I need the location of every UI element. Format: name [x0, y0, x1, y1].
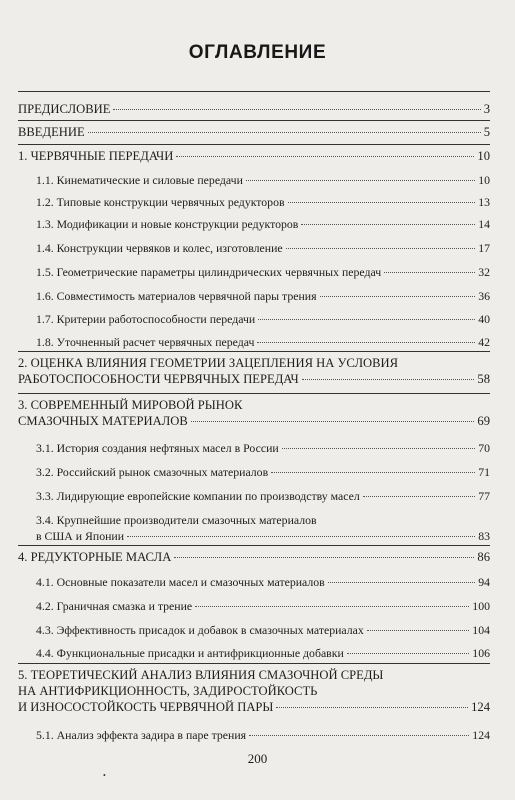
- toc-entry: 3. СОВРЕМЕННЫЙ МИРОВОЙ РЫНОК СМАЗОЧНЫХ МАТЕРИАЛОВ 69: [18, 398, 490, 428]
- toc-subentry: 5.1. Анализ эффекта задира в паре трения 124: [36, 728, 490, 742]
- toc-entry: 2. ОЦЕНКА ВЛИЯНИЯ ГЕОМЕТРИИ ЗАЦЕПЛЕНИЯ НА УСЛОВИЯ РАБОТОСПОСОБНОСТИ ЧЕРВЯЧНЫХ ПЕРЕДАЧ 58: [18, 356, 490, 386]
- toc-subentry: 1.2. Типовые конструкции червячных редукторов 13: [36, 195, 490, 209]
- section-rule: [18, 351, 490, 352]
- toc-subentry: 1.4. Конструкции червяков и колес, изготовление 17: [36, 241, 490, 255]
- toc-subentry: 4.1. Основные показатели масел и смазочных материалов 94: [36, 575, 490, 589]
- toc-subentry: 4.3. Эффективность присадок и добавок в смазочных материалах 104: [36, 623, 490, 637]
- page-title: ОГЛАВЛЕНИЕ: [188, 42, 327, 63]
- toc-subentry: 1.8. Уточненный расчет червячных передач 42: [36, 335, 490, 349]
- toc-subentry: 4.4. Функциональные присадки и антифрикционные добавки 106: [36, 646, 490, 660]
- section-rule: [18, 144, 490, 145]
- section-rule: [18, 545, 490, 546]
- section-rule: [18, 393, 490, 394]
- page-number: 200: [247, 751, 268, 766]
- toc-entry: ПРЕДИСЛОВИЕ 3: [18, 102, 490, 116]
- toc-entry: 4. РЕДУКТОРНЫЕ МАСЛА 86: [18, 550, 490, 564]
- toc-subentry: 3.2. Российский рынок смазочных материалов 71: [36, 465, 490, 479]
- toc-subentry: 1.7. Критерии работоспособности передачи 40: [36, 312, 490, 326]
- section-rule: [18, 663, 490, 664]
- toc-subentry: 1.3. Модификации и новые конструкции редукторов 14: [36, 217, 490, 231]
- toc-subentry: 1.5. Геометрические параметры цилиндрических червячных передач 32: [36, 265, 490, 279]
- print-speck: •: [103, 771, 106, 780]
- toc-entry: ВВЕДЕНИЕ 5: [18, 125, 490, 139]
- toc-entry: 5. ТЕОРЕТИЧЕСКИЙ АНАЛИЗ ВЛИЯНИЯ СМАЗОЧНОЙ СРЕДЫ НА АНТИФРИКЦИОННОСТЬ, ЗАДИРОСТОЙКОСТЬ И ИЗНОСОСТОЙКОСТЬ ЧЕРВЯЧНОЙ ПАРЫ 124: [18, 668, 490, 714]
- section-rule: [18, 91, 490, 92]
- toc-subentry: 3.1. История создания нефтяных масел в России 70: [36, 441, 490, 455]
- toc-entry: 1. ЧЕРВЯЧНЫЕ ПЕРЕДАЧИ 10: [18, 149, 490, 163]
- toc-subentry: 4.2. Граничная смазка и трение 100: [36, 599, 490, 613]
- section-rule: [18, 120, 490, 121]
- toc-subentry: 1.1. Кинематические и силовые передачи 10: [36, 173, 490, 187]
- toc-subentry: 1.6. Совместимость материалов червячной пары трения 36: [36, 289, 490, 303]
- toc-subentry: 3.4. Крупнейшие производители смазочных материалов в США и Японии 83: [36, 513, 490, 543]
- toc-subentry: 3.3. Лидирующие европейские компании по производству масел 77: [36, 489, 490, 503]
